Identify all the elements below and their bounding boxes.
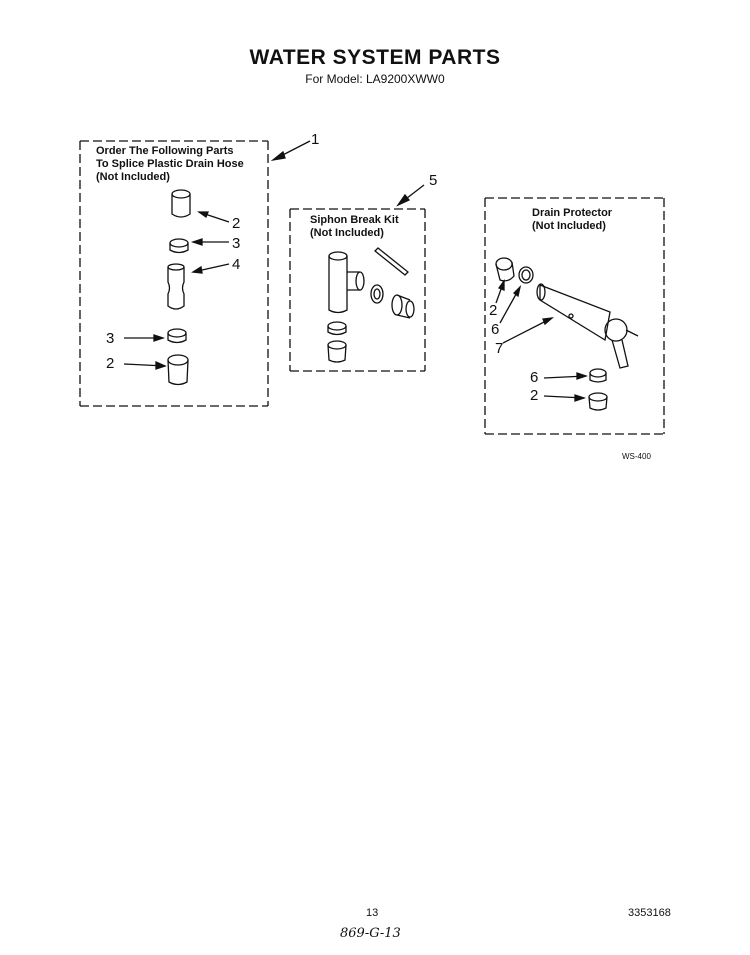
page-title: WATER SYSTEM PARTS xyxy=(249,46,501,69)
handwritten-note: 869-G-13 xyxy=(340,926,401,941)
callout-drain-6-bottom: 6 xyxy=(530,369,539,386)
siphon-clamp-part xyxy=(371,285,383,303)
callout-splice-3-top: 3 xyxy=(232,235,241,252)
clamp-bottom-part xyxy=(168,329,186,343)
siphon-tie-part xyxy=(375,248,408,275)
coupling-bottom-part xyxy=(168,355,188,385)
siphon-tee-part xyxy=(329,252,364,313)
drain-protector-group-label: Drain Protector (Not Included) xyxy=(532,207,613,232)
drain-clamp-bottom-part xyxy=(590,369,606,382)
drain-coupling-bottom-part xyxy=(589,393,607,410)
callout-splice-2-top: 2 xyxy=(232,215,241,232)
drain-coupling-top-part xyxy=(496,258,514,281)
coupling-top-part xyxy=(172,190,190,217)
callout-drain-2-bottom: 2 xyxy=(530,387,539,404)
siphon-group-label: Siphon Break Kit (Not Included) xyxy=(310,214,399,239)
siphon-lower-coupling-part xyxy=(328,341,346,362)
callout-splice-4: 4 xyxy=(232,256,241,273)
page-number: 13 xyxy=(366,907,379,919)
drain-clamp-top-part xyxy=(519,267,533,283)
callout-splice-2-bottom: 2 xyxy=(106,355,115,372)
callout-5: 5 xyxy=(429,172,438,189)
diagram-code: WS-400 xyxy=(622,452,651,461)
splice-group-label: Order The Following Parts To Splice Plastic Drain Hose (Not Included) xyxy=(96,145,244,183)
model-subtitle: For Model: LA9200XWW0 xyxy=(305,72,445,86)
callout-drain-6-top: 6 xyxy=(491,321,500,338)
siphon-coupling-part xyxy=(392,295,414,318)
callout-1: 1 xyxy=(311,131,320,148)
part-number: 3353168 xyxy=(628,907,671,919)
callout-splice-3-bottom: 3 xyxy=(106,330,115,347)
callout-drain-7: 7 xyxy=(495,340,504,357)
drain-protector-body-part xyxy=(537,284,638,368)
connector-tube-part xyxy=(168,264,184,309)
callout-drain-2-top: 2 xyxy=(489,302,498,319)
siphon-lower-clamp-part xyxy=(328,322,346,335)
clamp-top-part xyxy=(170,239,188,253)
